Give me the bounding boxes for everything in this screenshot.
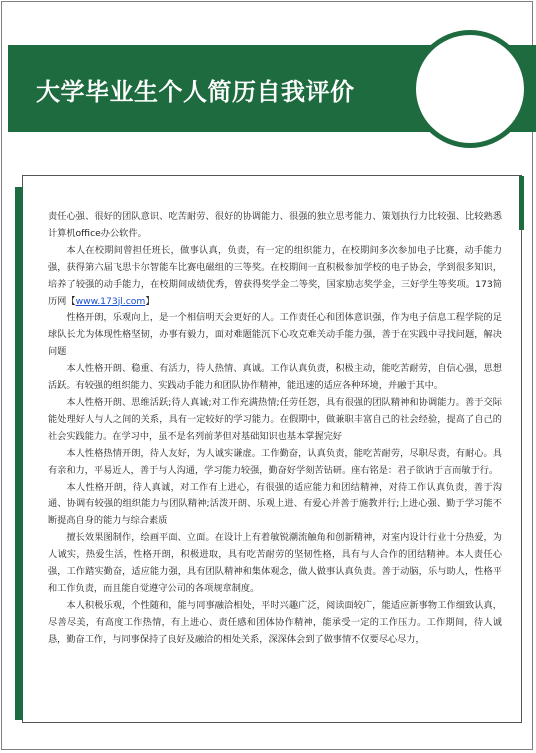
- paragraph: 性格开朗，乐观向上，是一个相信明天会更好的人。工作责任心和团体意识强，作为电子信息工程学院的足球队长尤为体现性格坚韧，办事有毅力，面对难题能沉下心攻克难关动手能力强，善于在实践中寻找问题，解决问题: [48, 312, 502, 358]
- evaluation-content: [48, 209, 502, 649]
- right-accent-bar: [519, 176, 524, 230]
- paragraph: 本人性格热情开朗，待人友好，为人诚实谦虚。工作勤奋，认真负责，能吃苦耐劳，尽职尽责，有耐心。具有亲和力，平易近人，善于与人沟通，学习能力较强，勤奋好学刻苦钻研。座右铭是：君子欲讷于言而敏于行。: [48, 447, 502, 476]
- paragraph: 本人性格开朗、稳重、有活力，待人热情、真诚。工作认真负责，积极主动，能吃苦耐劳，自信心强，思想活跃。有较强的组织能力、实践动手能力和团队协作精神，能迅速的适应各种环境，并融于其中。: [48, 363, 502, 392]
- left-accent-bar: [15, 187, 23, 720]
- paragraph: [48, 243, 502, 311]
- source-suffix: 】: [145, 295, 155, 307]
- decorative-circle-inner: [416, 35, 524, 143]
- paragraph: 本人性格开朗，待人真诚，对工作有上进心，有很强的适应能力和团结精神，对待工作认真负责，善于沟通、协调有较强的组织能力与团队精神;活泼开朗、乐观上进、有爱心并善于施教并行;上进心强、勤于学习能不断提高自身的能力与综合素质: [48, 481, 502, 527]
- paragraph: 本人积极乐观，个性随和，能与同事融洽相处，平时兴趣广泛，阅读面较广，能适应新事物工作细致认真，尽善尽美，有高度工作热情，有上进心、责任感和团体协作精神，能承受一定的工作压力。工作期间，待人诚恳，勤奋工作，与同事保持了良好及融洽的相处关系，深深体会到了做事情不仅要尽心尽力，: [48, 599, 502, 645]
- paragraph: 本人性格开朗、思维活跃;待人真诚;对工作充满热情;任劳任怨，具有很强的团队精神和协调能力。善于交际能处理好人与人之间的关系，具有一定较好的学习能力。在假期中，做兼职丰富自己的社会经验，提高了自己的社会实践能力。在学习中，虽不是名列前茅但对基础知识也基本掌握完好: [48, 396, 502, 442]
- paragraph: 擅长效果图制作，绘画平面、立面。在设计上有着敏锐潮流触角和创新精神，对室内设计行业十分热爱，为人诚实，热爱生活，性格开朗，积极进取，具有吃苦耐劳的坚韧性格，具有与人合作的团结精神。本人责任心强，工作踏实勤奋，适应能力强，具有团队精神和集体观念，做人做事认真负责。善于动脑，乐与助人，性格平和工作负责，而且能自觉遵守公司的各项规章制度。: [48, 532, 502, 594]
- source-link[interactable]: www.173jl.com: [75, 295, 146, 307]
- paragraph: 责任心强、很好的团队意识、吃苦耐劳、很好的协调能力、很强的独立思考能力、策划执行力比较强、比较熟悉计算机office办公软件。: [48, 211, 502, 239]
- paragraph-text: 本人在校期间曾担任班长，做事认真，负责，有一定的组织能力，在校期间多次参加电子比赛，动手能力强，获得第六届飞思卡尔智能车比赛电磁组的三等奖。在校期间一直积极参加学校的电子协会，学到很多知识，培养了较强的动手能力，在校期间成绩优秀，曾获得奖学金二等奖，国家励志奖学金，三好学生等奖项。: [48, 244, 502, 290]
- source-prefix: 173简历网【: [48, 278, 502, 307]
- page-title: 大学毕业生个人简历自我评价: [36, 78, 355, 106]
